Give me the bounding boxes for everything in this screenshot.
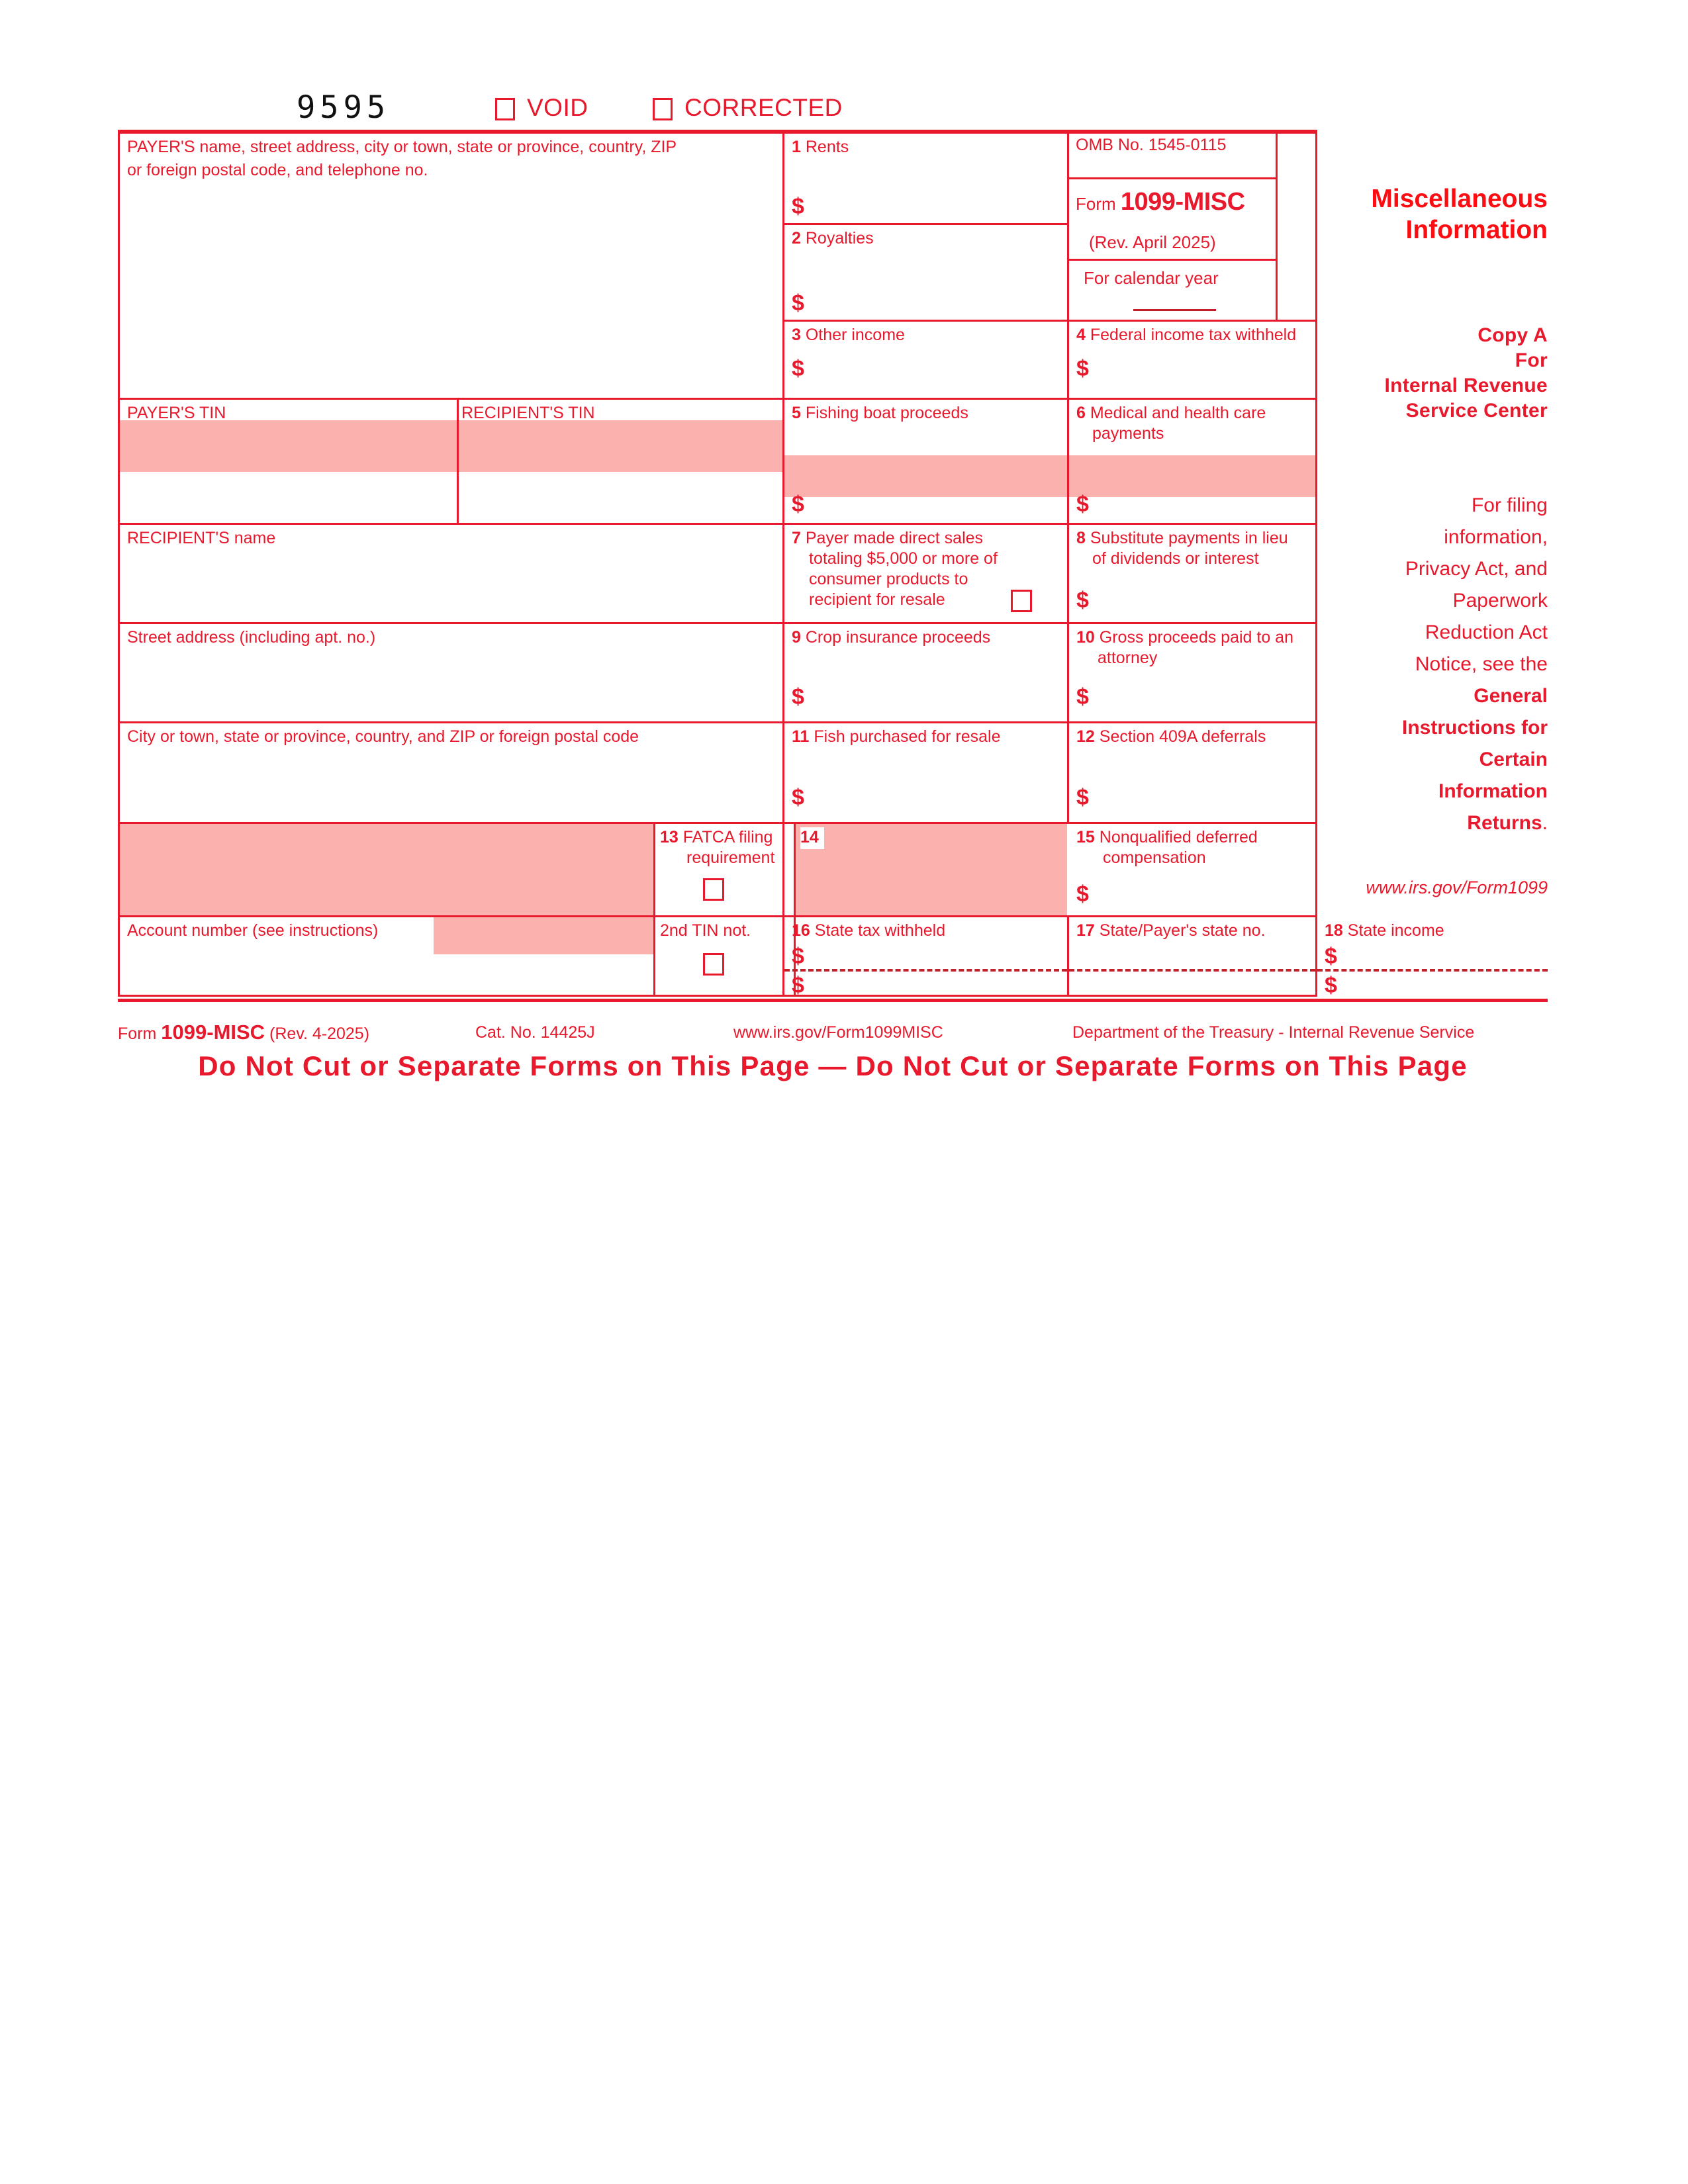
box-15-dollar: $ (1076, 882, 1089, 907)
box-5 (792, 403, 968, 424)
box-13-label-line1: FATCA filing (682, 828, 773, 846)
box-12-number: 12 (1076, 727, 1095, 746)
account-number-fill (434, 917, 653, 954)
box-16-label: State tax withheld (814, 921, 946, 940)
box-7-label-line4: recipient for resale (809, 590, 945, 609)
form-number-line (1076, 189, 1245, 217)
filing-line-4: Paperwork (1452, 590, 1548, 612)
box-11-label: Fish purchased for resale (814, 727, 1001, 746)
rule-row5-top (782, 398, 1317, 400)
rule-row7-top (782, 523, 1317, 525)
form-title (1323, 183, 1548, 246)
box-6-dollar: $ (1076, 492, 1089, 517)
box-9-dollar: $ (792, 684, 804, 709)
box-4-label: Federal income tax withheld (1090, 326, 1297, 344)
omb-number: OMB No. 1545-0115 (1076, 136, 1227, 154)
calendar-year-label: For calendar year (1084, 268, 1219, 288)
payer-tin-fill (120, 420, 457, 472)
box-5-label: Fishing boat proceeds (805, 404, 968, 422)
box-9-label: Crop insurance proceeds (805, 628, 991, 647)
box-12 (1076, 727, 1266, 747)
box-8-label-line1: Substitute payments in lieu (1090, 529, 1288, 547)
rule-row3-top (782, 320, 1317, 322)
recipient-tin-label: RECIPIENT'S TIN (461, 404, 595, 422)
irs-form1099-link[interactable]: www.irs.gov/Form1099 (1366, 878, 1548, 897)
form-control-number: 9595 (297, 89, 391, 126)
box-3-number: 3 (792, 326, 801, 344)
box-11-dollar: $ (792, 785, 804, 810)
footer-cat-no: Cat. No. 14425J (475, 1023, 595, 1042)
box-2-number: 2 (792, 229, 801, 248)
rule-tin-top (118, 398, 784, 400)
copy-a-block (1271, 323, 1548, 424)
rule-row9-top (782, 622, 1317, 624)
box-7-number: 7 (792, 529, 801, 547)
box-15-number: 15 (1076, 828, 1095, 846)
copy-a-line3: Internal Revenue (1384, 375, 1548, 396)
box-18-label: State income (1347, 921, 1444, 940)
box-14 (800, 827, 824, 849)
box-12-label: Section 409A deferrals (1099, 727, 1266, 746)
vrule-box17-left (1067, 915, 1069, 997)
box-10 (1076, 627, 1293, 648)
box-5-dollar: $ (792, 492, 804, 517)
void-label: VOID (527, 94, 588, 121)
box-17-number: 17 (1076, 921, 1095, 940)
box-17 (1076, 921, 1266, 941)
box-7-label-line3: consumer products to (809, 570, 968, 588)
box-1-label: Rents (805, 138, 849, 156)
payer-name-label-line2: or foreign postal code, and telephone no. (127, 161, 428, 179)
city-state-zip-label: City or town, state or province, country, and ZIP or foreign postal code (127, 727, 639, 746)
form-number: 1099-MISC (1120, 188, 1245, 216)
corrected-checkbox[interactable] (653, 98, 673, 120)
rule-row13-top (118, 822, 1317, 824)
box-15-label-line1: Nonqualified deferred (1099, 828, 1258, 846)
box-6-number: 6 (1076, 404, 1086, 422)
copy-a-line2: For (1515, 349, 1548, 371)
box-18 (1325, 921, 1444, 941)
box-17-label: State/Payer's state no. (1099, 921, 1266, 940)
vrule-box18-left (1315, 915, 1317, 997)
box-18-dollar-1: $ (1325, 944, 1337, 969)
recipient-tin-fill (459, 420, 782, 472)
box-8-dollar: $ (1076, 588, 1089, 613)
footer-form-number: 1099-MISC (161, 1021, 265, 1044)
filing-line-5: Reduction Act (1425, 621, 1548, 643)
box-6 (1076, 403, 1266, 424)
footer-form-word: Form (118, 1024, 157, 1043)
box-2-label: Royalties (805, 229, 874, 248)
box-16 (792, 921, 945, 941)
box-2 (792, 228, 874, 249)
rule-street-top (118, 622, 784, 624)
box-18-dollar-2: $ (1325, 973, 1337, 998)
box5-fill (784, 455, 1067, 497)
box-4-number: 4 (1076, 326, 1086, 344)
box-4 (1076, 325, 1296, 345)
box-18-dash-divider (1317, 969, 1548, 972)
filing-bold-4: Information (1438, 780, 1548, 802)
box-16-number: 16 (792, 921, 810, 940)
account-number-label: Account number (see instructions) (127, 921, 379, 940)
box-7 (792, 528, 983, 549)
box-13-label-line2: requirement (686, 848, 775, 867)
box-11 (792, 727, 1000, 747)
rule-account-top (118, 915, 1317, 917)
box-13 (660, 827, 773, 848)
vrule-main-split (782, 132, 784, 997)
vrule-omb-right (1276, 132, 1278, 320)
vrule-omb-left (1067, 132, 1069, 320)
box-6-label-line1: Medical and health care (1090, 404, 1266, 422)
form-revision: (Rev. April 2025) (1089, 232, 1216, 252)
payer-tin-label: PAYER'S TIN (127, 404, 226, 422)
box-5-number: 5 (792, 404, 801, 422)
box-3-label: Other income (805, 326, 905, 344)
form-title-line2: Information (1405, 216, 1548, 244)
filing-notice-block (1271, 490, 1548, 839)
filing-bold-3: Certain (1479, 749, 1548, 770)
box-2-dollar: $ (792, 291, 804, 316)
filing-line-6: Notice, see the (1415, 653, 1548, 675)
box-4-dollar: $ (1076, 356, 1089, 381)
filing-bold-1: General (1474, 685, 1548, 707)
rule-box1-box2 (782, 223, 1069, 225)
filing-bold-2: Instructions for (1401, 717, 1548, 739)
box-16-dollar-2: $ (792, 973, 804, 998)
box-3 (792, 325, 905, 345)
footer-form-id (118, 1021, 369, 1045)
box-1 (792, 137, 849, 158)
vrule-tin-split (457, 398, 459, 523)
box-6-label-line2: payments (1092, 424, 1164, 443)
vrule-box-inner (1067, 320, 1069, 822)
rule-recipname-top (118, 523, 784, 525)
street-address-label: Street address (including apt. no.) (127, 628, 376, 647)
box-16-dollar-1: $ (792, 944, 804, 969)
form-title-line1: Miscellaneous (1371, 185, 1548, 213)
second-tin-label: 2nd TIN not. (660, 921, 751, 940)
box-16-dash-divider (784, 969, 1067, 972)
recipient-name-label: RECIPIENT'S name (127, 529, 276, 547)
void-checkbox[interactable] (495, 98, 515, 120)
filing-line-3: Privacy Act, and (1405, 558, 1548, 580)
rule-row11-top (782, 721, 1317, 723)
box-9 (792, 627, 990, 648)
box-7-checkbox[interactable] (1011, 590, 1032, 612)
footer-form-revision: (Rev. 4-2025) (269, 1024, 370, 1043)
copy-a-line1: Copy A (1477, 324, 1548, 346)
filing-period: . (1542, 812, 1548, 834)
filing-bold-5: Returns (1467, 812, 1542, 834)
box-7-label-line2: totaling $5,000 or more of (809, 549, 998, 568)
box-8-number: 8 (1076, 529, 1086, 547)
calendar-year-input[interactable] (1133, 309, 1216, 311)
box-14-number: 14 (800, 828, 819, 846)
box-11-number: 11 (792, 727, 810, 746)
box-9-number: 9 (792, 628, 801, 647)
do-not-cut-notice: Do Not Cut or Separate Forms on This Page — Do Not Cut or Separate Forms on This Page (198, 1050, 1468, 1081)
filing-line-1: For filing (1471, 494, 1548, 516)
box-15 (1076, 827, 1258, 848)
second-tin-checkbox[interactable] (703, 953, 724, 976)
form-word: Form (1076, 194, 1116, 214)
box-8-label-line2: of dividends or interest (1092, 549, 1259, 568)
box-13-number: 13 (660, 828, 679, 846)
box-3-dollar: $ (792, 356, 804, 381)
rule-city-top (118, 721, 784, 723)
box-17-dash-divider (1069, 969, 1315, 972)
footer-url[interactable]: www.irs.gov/Form1099MISC (733, 1023, 943, 1042)
rule-omb-form (1067, 177, 1278, 179)
rule-form-calyear (1067, 259, 1278, 261)
blank-left-fill (120, 822, 653, 915)
filing-bold-5-line (1271, 807, 1548, 839)
box-13-checkbox[interactable] (703, 878, 724, 901)
box-10-label-line2: attorney (1098, 649, 1158, 667)
box-18-number: 18 (1325, 921, 1343, 940)
corrected-label: CORRECTED (684, 94, 843, 121)
box-7-label-line1: Payer made direct sales (805, 529, 984, 547)
vrule-box13-left (653, 822, 655, 997)
footer-divider (118, 999, 1548, 1002)
box-1-dollar: $ (792, 194, 804, 219)
box14-fill (796, 822, 1067, 915)
box-8 (1076, 528, 1288, 549)
box-10-dollar: $ (1076, 684, 1089, 709)
footer-department: Department of the Treasury - Internal Revenue Service (1072, 1023, 1475, 1042)
box-15-label-line2: compensation (1103, 848, 1206, 867)
box-10-number: 10 (1076, 628, 1095, 647)
filing-line-2: information, (1444, 526, 1548, 548)
copy-a-line4: Service Center (1405, 400, 1548, 422)
box-1-number: 1 (792, 138, 801, 156)
box-10-label-line1: Gross proceeds paid to an (1099, 628, 1293, 647)
payer-name-label-line1: PAYER'S name, street address, city or town, state or province, country, ZIP (127, 138, 677, 156)
box-12-dollar: $ (1076, 785, 1089, 810)
